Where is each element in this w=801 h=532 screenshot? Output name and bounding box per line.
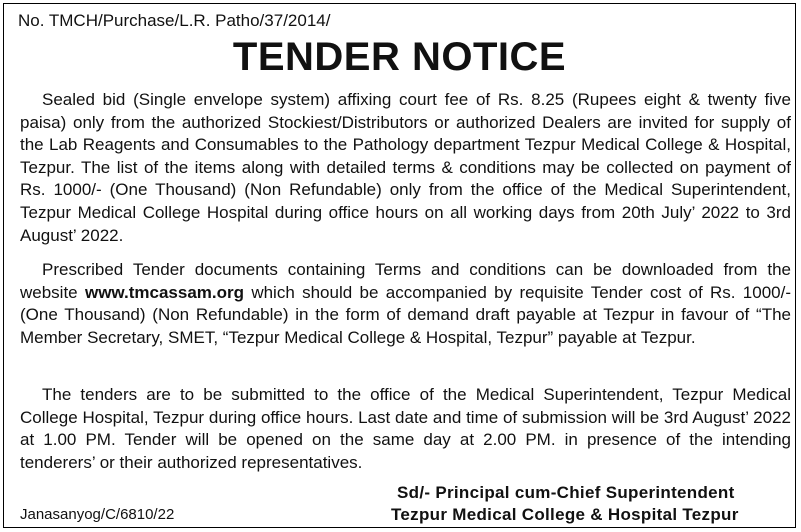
signatory-title: Sd/- Principal cum-Chief Superintendent: [397, 483, 735, 502]
notice-title: TENDER NOTICE: [232, 35, 567, 79]
reference-number: No. TMCH/Purchase/L.R. Patho/37/2014/: [18, 11, 331, 30]
tender-notice: [3, 3, 796, 528]
paragraph-tender-documents: [20, 259, 791, 349]
paragraph-submission: The tenders are to be submitted to the office of the Medical Superintendent, Tezpur Medical College Hospital, Tezpur during office hours. Last date and time of submission will be 3rd August’ 2022 at 1.00 PM. Tender will be opened on the same day at 2.00 PM. in presence of the intending tenderers’ or their authorized representatives.: [20, 385, 791, 472]
paragraph-text-before-website: Prescribed Tender documents containing Terms and conditions can be downloaded from the website: [20, 260, 791, 302]
paragraph-text-after-website: which should be accompanied by requisite Tender cost of Rs. 1000/- (One Thousand) (Non Refundable) in the form of demand draft payable at Tezpur in favour of “The Member Secretary, SMET, “Tezpur Medical College & Hospital, Tezpur” payable at Tezpur.: [20, 282, 792, 347]
website-link[interactable]: www.tmcassam.org: [84, 282, 245, 302]
paragraph-bid-details: Sealed bid (Single envelope system) affixing court fee of Rs. 8.25 (Rupees eight & twenty five paisa) only from the authorized Stockiest/Distributors or authorized Dealers are invited for supply of the Lab Reagents and Consumables to the Pathology department Tezpur Medical College & Hospital, Tezpur. The list of the items along with detailed terms & conditions may be collected on payment of Rs. 1000/- (One Thousand) (Non Refundable) only from the office of the Medical Superintendent, Tezpur Medical College Hospital during office hours on all working days from 20th July’ 2022 to 3rd August’ 2022.: [20, 90, 791, 245]
signatory-institution: Tezpur Medical College & Hospital Tezpur: [391, 505, 739, 524]
signatory-block: [391, 482, 739, 526]
publicity-reference: Janasanyog/C/6810/22: [20, 506, 175, 523]
